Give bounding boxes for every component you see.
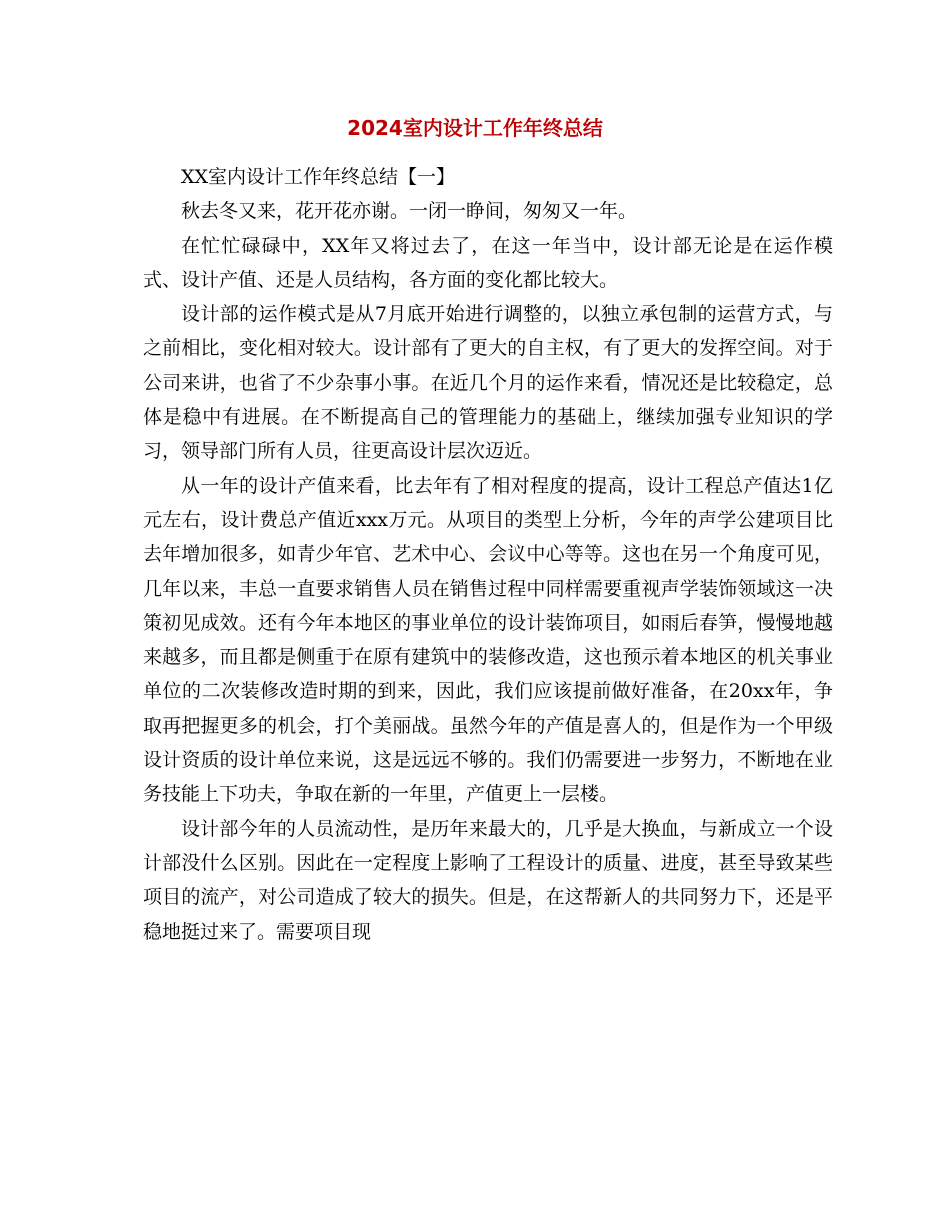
paragraph: 设计部今年的人员流动性，是历年来最大的，几乎是大换血，与新成立一个设计部没什么区别。因此在一定程度上影响了工程设计的质量、进度，甚至导致某些项目的流产，对公司造成了较大的损失。但是，在这帮新人的共同努力下，还是平稳地挺过来了。需要项目现 <box>143 817 833 943</box>
paragraph: 从一年的设计产值来看，比去年有了相对程度的提高，设计工程总产值达1亿元左右，设计费总产值近xxx万元。从项目的类型上分析，今年的声学公建项目比去年增加很多，如青少年官、艺术中心、会议中心等等。这也在另一个角度可见，几年以来，丰总一直要求销售人员在销售过程中同样需要重视声学装饰领域这一决策初见成效。还有今年本地区的事业单位的设计装饰项目，如雨后春笋，慢慢地越来越多，而且都是侧重于在原有建筑中的装修改造，这也预示着本地区的机关事业单位的二次装修改造时期的到来，因此，我们应该提前做好准备，在20xx年，争取再把握更多的机会，打个美丽战。虽然今年的产值是喜人的，但是作为一个甲级设计资质的设计单位来说，这是远远不够的。我们仍需要进一步努力，不断地在业务技能上下功夫，争取在新的一年里，产值更上一层楼。 <box>143 474 833 806</box>
section-heading: XX室内设计工作年终总结【一】 <box>181 166 456 188</box>
paragraph: 在忙忙碌碌中，XX年又将过去了，在这一年当中，设计部无论是在运作模式、设计产值、还是人员结构，各方面的变化都比较大。 <box>143 234 833 291</box>
document-title: 2024室内设计工作年终总结 <box>347 116 603 140</box>
paragraph: 秋去冬又来，花开花亦谢。一闭一睁间，匆匆又一年。 <box>181 200 638 223</box>
document-body <box>143 160 833 949</box>
paragraph: 设计部的运作模式是从7月底开始进行调整的，以独立承包制的运营方式，与之前相比，变化相对较大。设计部有了更大的自主权，有了更大的发挥空间。对于公司来讲，也省了不少杂事小事。在近几个月的运作来看，情况还是比较稳定，总体是稳中有进展。在不断提高自己的管理能力的基础上，继续加强专业知识的学习，领导部门所有人员，往更高设计层次迈近。 <box>143 303 833 463</box>
